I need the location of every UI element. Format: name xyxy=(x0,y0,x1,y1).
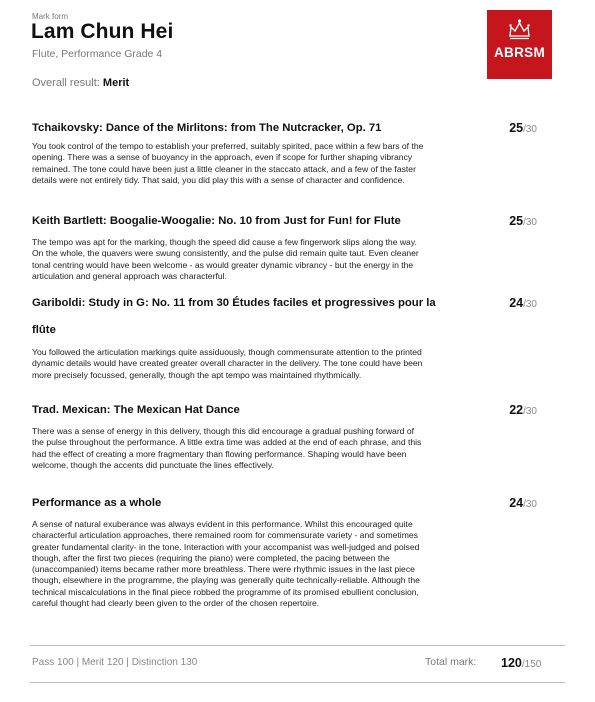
footer-top-divider xyxy=(30,645,565,646)
overall-result-value: Merit xyxy=(102,77,130,89)
crown-icon xyxy=(507,18,532,40)
score-value: 22 xyxy=(509,403,524,417)
piece-comment: You took control of the tempo to establish your preferred, suitably spirited, pace within a few bars of the opening. There was a sense of buoyancy in the approach, even if scope for further shaping vibrancy remained. The tone could have been just a little cleaner in the staccato attack, and a few of the faster details were not entirely tidy. That said, you did play this with a sense of character and confidence. xyxy=(32,141,424,185)
piece-title: Performance as a whole xyxy=(32,497,162,509)
total-mark-label: Total mark: xyxy=(425,656,477,668)
piece-comment: A sense of natural exuberance was always evident in this performance. Whilst this encouraged quite characterful articulation approaches, there remained room for commensurate variety - and sometimes greater fundamental clarity- in the tone. Interaction with your accompanist was well-judged and poised though, after the first two pieces (requiring the piano) were completed, the pacing between the (unaccompanied) items became rather more breathless. There were rhythmic issues in the last piece though, elsewhere in the programme, the playing was generally quite technically-reliable. Although the technical miscalculations in the final piece robbed the programme of its promised ebullient conclusion, careful thought had clearly been given to the order of the chosen repertoire. xyxy=(32,519,420,609)
score-max: /30 xyxy=(523,124,537,135)
exam-subject: Flute, Performance Grade 4 xyxy=(32,48,163,60)
piece-4 xyxy=(32,397,562,471)
overall-performance xyxy=(32,490,562,609)
grade-thresholds: Pass 100 | Merit 120 | Distinction 130 xyxy=(32,657,198,668)
score-max: /30 xyxy=(523,299,537,310)
abrsm-logo xyxy=(487,10,552,79)
piece-3 xyxy=(32,290,562,381)
footer-bottom-divider xyxy=(30,682,565,683)
piece-title: Gariboldi: Study in G: No. 11 from 30 Études faciles et progressives pour la flûte xyxy=(32,297,436,336)
piece-score xyxy=(509,115,537,143)
piece-score xyxy=(509,290,537,318)
piece-comment: The tempo was apt for the marking, though the speed did cause a few fingerwork slips along the way. On the whole, the quavers were swung consistently, and the pulse did remain quite taut. Even cleaner tonal centring would have been welcome - as would greater dynamic vibrancy - but the energy in the articulation and general approach was characterful. xyxy=(32,237,419,281)
piece-title: Tchaikovsky: Dance of the Mirlitons: from The Nutcracker, Op. 71 xyxy=(32,122,382,134)
piece-2 xyxy=(32,208,562,282)
total-mark-max: /150 xyxy=(521,659,542,670)
piece-score xyxy=(509,397,537,425)
score-value: 25 xyxy=(509,121,524,135)
total-mark-value: 120 xyxy=(501,656,522,670)
piece-comment: There was a sense of energy in this delivery, though this did encourage a gradual pushing forward of the pulse throughout the performance. A little extra time was added at the end of each phrase, and this had the effect of creating a more fragmentary than flowing performance. Shaping would have been welcome, though the accents did punctuate the lines effectively. xyxy=(32,426,422,470)
score-max: /30 xyxy=(523,217,537,228)
total-mark xyxy=(501,656,541,670)
form-label: Mark form xyxy=(32,12,68,21)
score-value: 25 xyxy=(509,214,524,228)
piece-1 xyxy=(32,115,562,186)
score-value: 24 xyxy=(509,496,524,510)
overall-result-label: Overall result: xyxy=(32,77,103,89)
candidate-name: Lam Chun Hei xyxy=(31,20,174,43)
score-max: /30 xyxy=(523,499,537,510)
piece-title: Trad. Mexican: The Mexican Hat Dance xyxy=(32,404,240,416)
score-max: /30 xyxy=(523,406,537,417)
piece-score xyxy=(509,490,537,518)
piece-title: Keith Bartlett: Boogalie-Woogalie: No. 10 from Just for Fun! for Flute xyxy=(32,215,401,227)
piece-score xyxy=(509,208,537,236)
score-value: 24 xyxy=(509,296,524,310)
piece-comment: You followed the articulation markings quite assiduously, though commensurate attention to the printed dynamic details would have created greater overall character in the delivery. The tone could have been more precisely focussed, generally, though the apt tempo was maintained rhythmically. xyxy=(32,347,423,380)
logo-text: ABRSM xyxy=(494,45,545,60)
overall-result xyxy=(32,77,129,89)
